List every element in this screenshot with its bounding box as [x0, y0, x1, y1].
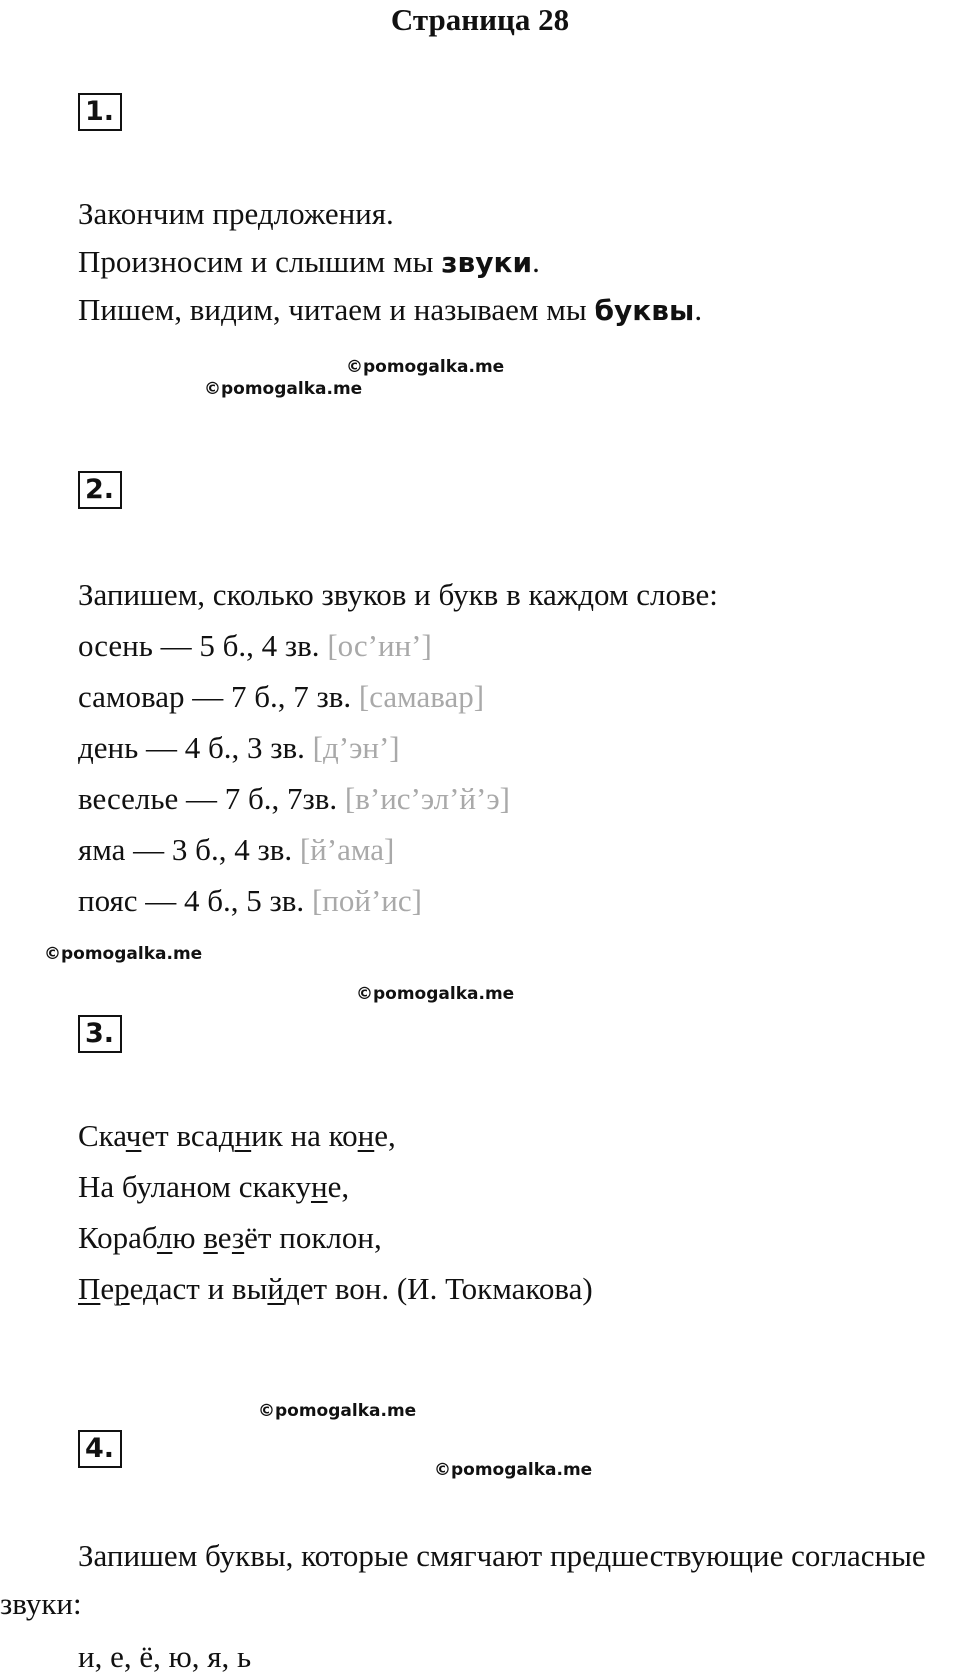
underlined-letter: д: [284, 1271, 300, 1306]
underlined-letter: в: [203, 1220, 218, 1255]
word-row: [78, 728, 400, 768]
word-transcription: [самавар]: [358, 679, 485, 714]
word-count: самовар — 7 б., 7 зв.: [78, 679, 359, 714]
task-1-line-3-prefix: Пишем, видим, читаем и называем мы: [78, 292, 595, 327]
watermark: ©pomogalka.me: [258, 1401, 417, 1421]
word-row: [78, 677, 484, 717]
word-count: яма — 3 б., 4 зв.: [78, 832, 300, 867]
poem-text: На буланом скаку: [78, 1169, 311, 1204]
poem-line: [78, 1269, 593, 1309]
task-4-text: Запишем буквы, которые смягчают предшествующие согласные звуки:: [0, 1538, 926, 1621]
word-transcription: [в’ис’эл’й’э]: [344, 781, 510, 816]
word-row: [78, 626, 432, 666]
underlined-letter: з: [231, 1220, 245, 1255]
task-1-line-3: [78, 290, 702, 331]
watermark: ©pomogalka.me: [356, 984, 515, 1004]
page-title: Страница 28: [390, 2, 570, 37]
word-transcription: [д’эн’]: [312, 730, 400, 765]
poem-text: ёт поклон,: [244, 1220, 382, 1255]
task-3-number: 3.: [78, 1015, 122, 1053]
underlined-letter: ч: [125, 1118, 142, 1153]
task-1-line-2-prefix: Произносим и слышим мы: [78, 244, 442, 279]
word-row: [78, 881, 422, 921]
poem-line: [78, 1167, 349, 1207]
poem-text: ю: [172, 1220, 204, 1255]
word-count: пояс — 4 б., 5 зв.: [78, 883, 312, 918]
word-transcription: [пой’ис]: [311, 883, 422, 918]
task-1-intro: Закончим предложения.: [78, 196, 394, 231]
task-1-line-2-suffix: .: [532, 244, 540, 279]
poem-text: ет всад: [141, 1118, 235, 1153]
task-1-line-2: [78, 242, 540, 283]
underlined-letter: л: [156, 1220, 173, 1255]
poem-text: е,: [327, 1169, 350, 1204]
poem-text: Кораб: [78, 1220, 157, 1255]
task-4-number: 4.: [78, 1430, 122, 1468]
word-transcription: [й’ама]: [299, 832, 395, 867]
poem-text: е: [217, 1220, 232, 1255]
poem-line: [78, 1116, 396, 1156]
underlined-letter: П: [78, 1271, 101, 1306]
task-1-number: 1.: [78, 93, 122, 131]
poem-line: [78, 1218, 382, 1258]
word-count: осень — 5 б., 4 зв.: [78, 628, 328, 663]
task-2-number: 2.: [78, 471, 122, 509]
underlined-letter: н: [357, 1118, 375, 1153]
underlined-letter: н: [310, 1169, 328, 1204]
poem-text: Ска: [78, 1118, 126, 1153]
poem-text: ет вон. (И. Токмакова): [299, 1271, 593, 1306]
task-1-answer-sounds: звуки: [441, 246, 533, 279]
task-1-answer-letters: буквы: [594, 294, 695, 327]
underlined-letter: й: [267, 1271, 284, 1306]
word-count: день — 4 б., 3 зв.: [78, 730, 313, 765]
underlined-letter: н: [234, 1118, 252, 1153]
watermark: ©pomogalka.me: [204, 379, 363, 399]
underlined-letter: р: [114, 1271, 130, 1306]
watermark: ©pomogalka.me: [44, 944, 203, 964]
word-row: [78, 830, 394, 870]
poem-text: е,: [374, 1118, 396, 1153]
poem-text: едаст и вы: [129, 1271, 268, 1306]
word-count: веселье — 7 б., 7зв.: [78, 781, 345, 816]
task-4-answer: и, е, ё, ю, я, ь: [78, 1639, 252, 1674]
watermark: ©pomogalka.me: [434, 1460, 593, 1480]
poem-text: е: [100, 1271, 115, 1306]
word-transcription: [ос’ин’]: [327, 628, 432, 663]
poem-text: ик на ко: [251, 1118, 358, 1153]
watermark: ©pomogalka.me: [346, 357, 505, 377]
task-2-intro: Запишем, сколько звуков и букв в каждом слове:: [78, 577, 718, 612]
word-row: [78, 779, 510, 819]
task-1-line-3-suffix: .: [694, 292, 703, 327]
